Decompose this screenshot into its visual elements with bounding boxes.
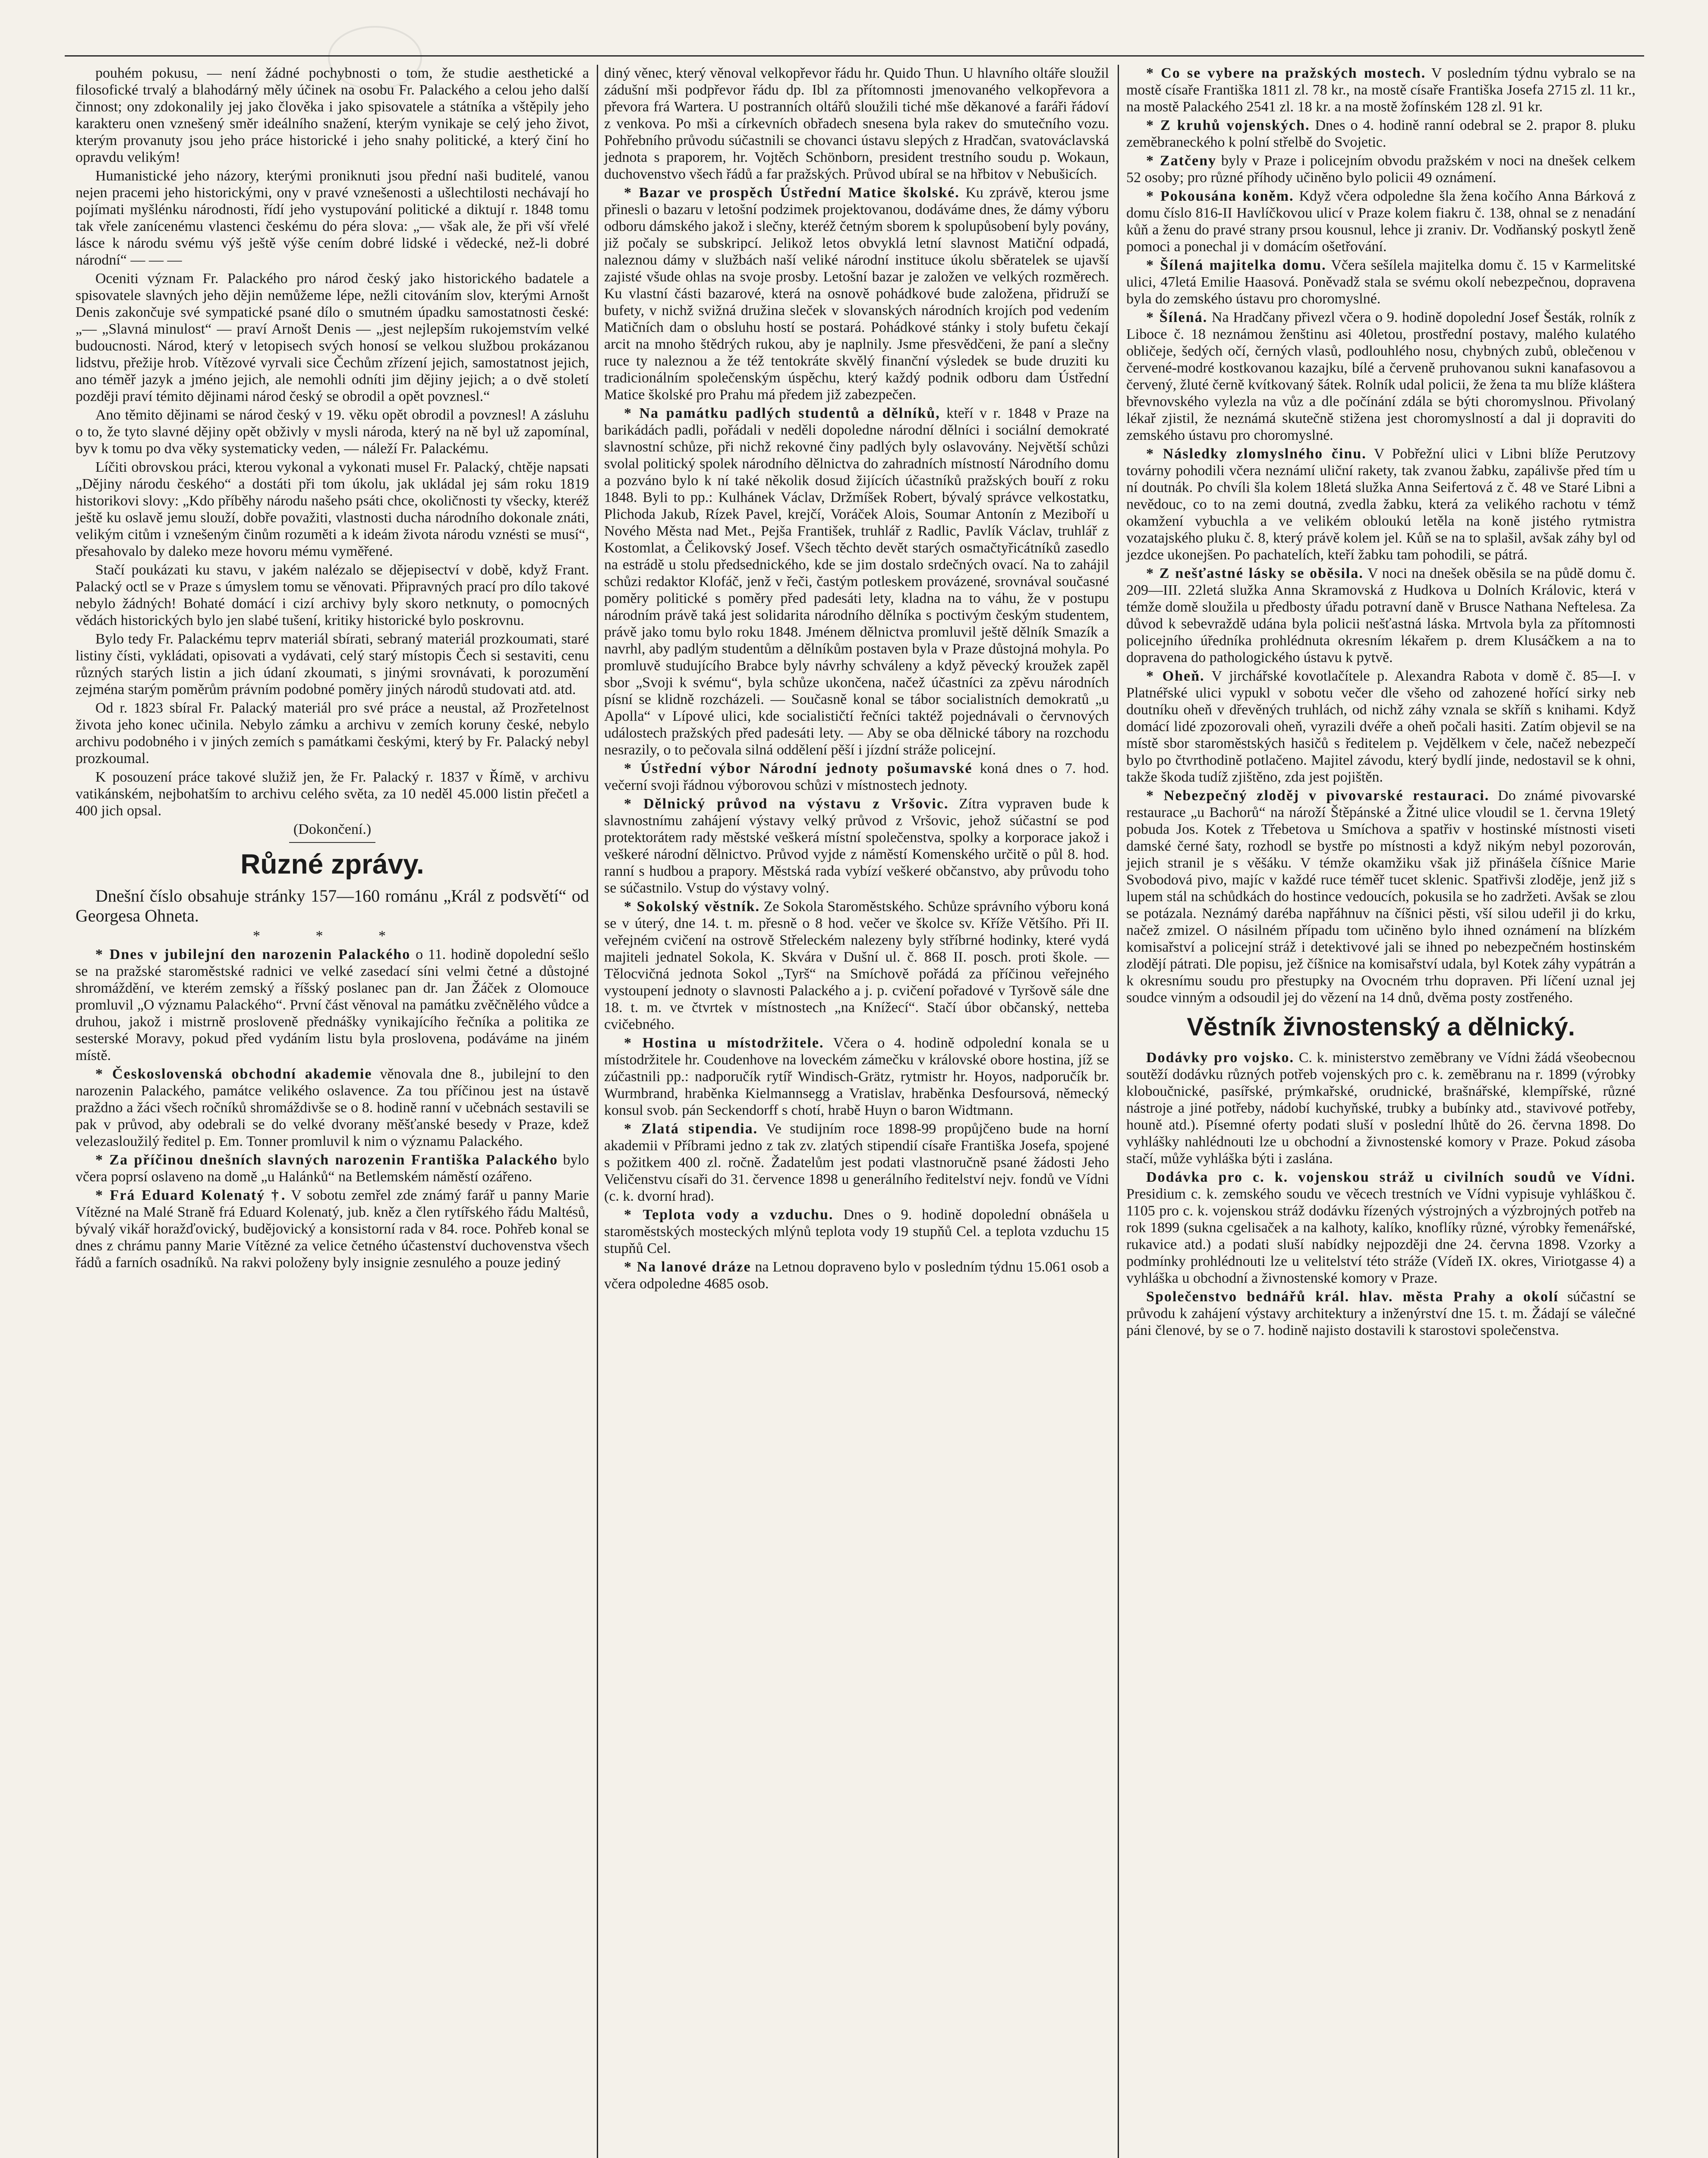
column-rule-1 (597, 65, 598, 2158)
news-text: Ku zprávě, kterou jsme přinesli o bazaru v letošní podzimek projektovanou, dodáváme dnes, že dámy výboru odboru dámského jakož i slečny, kteréž četným sborem k spolupůsobení byly povány, již počaly se subskripcí. Jelikož letos obvyklá letní slavnost Matiční odpadá, naleznou dámy v službách naší veliké národní instituce úkolu sběratelek se ujavší zajisté všude ohlas na svoje prosby. Letošní bazar je založen ve velkých rozměrech. Ku vlastní části bazarové, která na osnově pohádkové bude založena, přidruží se bufety, v nichž svižná družina sleček v slovanských národních krojích pod vedením Matičních dam o obsluhu hostí se postará. Pohádkové stánky i stoly bufetu čekají arcit na mnoho štědrých rukou, aby je naplnily. Jsme přesvědčeni, že paní a slečny ruce ty naleznou a že též tentokráte skvělý finanční výsledek se bude druziti ku tradicionálním společenským úspěchu, který každý podnik odboru dam Ústřední Matice školské pro Prahu má předem již zabezpečen. (604, 185, 1109, 403)
column-2 (604, 65, 1109, 1294)
news-headline: * Ústřední výbor Národní jednoty pošumavské (624, 760, 973, 776)
news-item (1126, 152, 1636, 186)
news-headline: * Z nešťastné lásky se oběsila. (1146, 565, 1364, 581)
news-text: Včera sešílela majitelka domu č. 15 v Karmelitské ulici, 47letá Emilie Haasová. Poněvadž stala se svému okolí nebezpečnou, dopravena byla do zemského ústavu pro choromyslné. (1126, 257, 1636, 307)
news-headline: * Nebezpečný zloděj v pivovarské restauraci. (1146, 788, 1490, 804)
news-headline: * Zatčeny (1146, 153, 1216, 169)
news-text: V Pobřežní ulici v Libni blíže Perutzovy továrny pohodili včera neznámí uliční rakety, tak zvanou žabku, zapálivše před tím u ní doutnák. Po chvíli šla kolem 18letá služka Anna Seifertová z č. 48 ve Staré Libni a nevědouc, co to na zemi doutná, zvedla žabku, která za velikého rachotu v témž okamžení vybuchla a ve velikém obloukú letěla na koně jistého rytmistra vozatajského pluku č. 8, který právě kolem jel. Kůň se na to splašil, avšak záhy byl od jezdce ukonejšen. Po pachatelích, kteří žabku tam pohodili, se pátrá. (1126, 446, 1636, 563)
news-item (1126, 65, 1636, 115)
news-headline: * Oheň. (1146, 668, 1205, 684)
section-title-news: Různé zprávy. (240, 849, 424, 880)
news-headline: * Teplota vody a vzduchu. (624, 1207, 834, 1223)
news-headline: * Dnes v jubilejní den narozenin Palackého (95, 946, 411, 962)
article-paragraph: Líčiti obrovskou práci, kterou vykonal a vykonati musel Fr. Palacký, chtěje napsati „Dějiny národu českého“ a dostáti při tom úkolu, jak ukládal jej sám roku 1819 historikovi slovy: „Kdo příběhy národu našeho psáti chce, okoličnosti ty všecky, kteréž ještě ku oslavě jemu slouží, dobře považiti, vlastnosti ducha národního dokonale znáti, velikým citům i vznešeným činům rozuměti a k ideám života národu vznésti se musí“, přesahovalo by daleko meze hovoru mému vyměřené. (76, 459, 589, 559)
news-headline: * Zlatá stipendia. (624, 1121, 758, 1137)
article-paragraph: Oceniti význam Fr. Palackého pro národ český jako historického badatele a spisovatele slavných jeho dějin nemůžeme lépe, nežli citováním slov, kterými Arnošt Denis zakončuje své sympatické psané dílo o smutném úpadku samostatnosti české: „— „Slavná minulost“ — praví Arnošt Denis — „jest nejlepším rukojemstvím velké budoucnosti. Národ, který v letopisech svých honosí se velkou službou prokázanou lidstvu, přežije hrob. Vítězové vyrvali sice Čechům zřízení jejich, samostatnost jejich, ano téměř jazyk a jméno jejich, ale nemohli odníti jim dějiny jejich; a o dvě století později praví témito dějinami národ český se obrodil a opět povznesl.“ (76, 271, 589, 404)
news-headline: * Šílená majitelka domu. (1146, 257, 1327, 273)
news-item (604, 1035, 1109, 1119)
news-item (604, 760, 1109, 794)
news-headline: * Hostina u místodržitele. (624, 1035, 824, 1051)
news-headline: * Frá Eduard Kolenatý †. (95, 1187, 286, 1203)
trade-item (1126, 1288, 1636, 1339)
stars-divider: * * * (253, 928, 412, 944)
column-1 (76, 65, 589, 1273)
news-item (76, 1066, 589, 1150)
news-text: byly v Praze i policejním obvodu pražském v noci na dnešek celkem 52 osoby; pro různé příhody učiněno bylo policii 49 oznámení. (1126, 153, 1636, 186)
news-text: věnovala dne 8., jubilejní to den narozenin Palackého, památce velikého oslavence. Za tou příčinou jest na ústavě praždno a žáci všech ročníků shromáždivše se o 8. hodině ranní v učebnách sestavili se pak v průvod, aby odebrali se do velké dvorany měšťanské besedy v Praze, kdež velezasloužilý ředitel p. Em. Tonner promluvil k nim o významu Palackého. (76, 1066, 589, 1149)
news-item (604, 65, 1109, 183)
news-item (1126, 309, 1636, 444)
trade-item (1126, 1169, 1636, 1287)
trade-text: súčastní se průvodu k zahájení výstavy architektury a inženýrství dne 15. t. m. Žádají se válečné páni členové, by se o 7. hodině najisto dostavili k starostovi společenstva. (1126, 1289, 1636, 1338)
news-text: Dnes o 9. hodině dopolední obnášela u staroměstských mosteckých mlýnů teplota vody 19 stupňů Cel. a teplota vzduchu 15 stupňů Cel. (604, 1207, 1109, 1256)
news-headline: * Následky zlomyslného činu. (1146, 446, 1367, 462)
news-text: Když včera odpoledne šla žena kočího Anna Bárková z domu číslo 816-II Havlíčkovou ulicí v Praze kolem fiakru č. 138, ohnal se z nenadání kůň a ženu do pravé strany prsou kousnul, lehce ji zraniv. Dr. Vodňanský poskytl ženě pomoci a ponechal ji v domácím ošetřování. (1126, 188, 1636, 255)
trade-item (1126, 1049, 1636, 1167)
news-headline: * Co se vybere na pražských mostech. (1146, 65, 1426, 81)
continued-note: (Dokončení.) (293, 821, 372, 837)
news-item (604, 795, 1109, 896)
news-item (1126, 117, 1636, 151)
news-text: Zítra vypraven bude k slavnostnímu zahájení výstavy velký průvod z Vršovic, jehož súčastní se pod protektorátem rady městské veškerá místní společenstva, spolky a korporace jakož i veškeré národní dělnictvo. Průvod vyjde z náměstí Komenského určitě o půl 8. hod. ranní s hudbou a prapory. Městská rada vybízí veškeré občanstvo, aby průvodu toho se súčastnilo. Vstup do výstavy volný. (604, 796, 1109, 896)
article-paragraph: Bylo tedy Fr. Palackému teprv materiál sbírati, sebraný materiál prozkoumati, staré listiny čísti, vykládati, opisovati a vydávati, celý starý místopis Čech si sestaviti, cenu různých starých listin a jich údaní zkoumati, s jinými srovnávati, k porozumění zejména starým poměrům právním podobné poměry jiných národů studovati atd. atd. (76, 631, 589, 697)
news-item (604, 405, 1109, 758)
news-text: koná dnes o 7. hod. večerní svoji řádnou výborovou schůzi v místnostech jednoty. (604, 760, 1109, 793)
trade-text: C. k. ministerstvo zeměbrany ve Vídni žádá všeobecnou soutěží dodávku různých potřeb vojenských pro c. k. zeměbranu na r. 1899 (výrobky kloboučnické, pasířské, prýmkařské, orudnické, brašnářské, klempířské, různé nástroje a jiné potřeby, nádobí kuchyňské, trubky a bubínky atd., stavivové potřeby, houně atd.). Písemné oferty podati sluší v poslední lhůtě do 26. června 1898. Do vyhlášky nahlédnouti lze u obchodní a živnostenské komory v Praze. Pokud zásoba stačí, může vyhláška býti i zaslána. (1126, 1050, 1636, 1167)
news-item (604, 1259, 1109, 1292)
article-paragraph: Stačí poukázati ku stavu, v jakém nalézalo se dějepisectví v době, když Frant. Palacký octl se v Praze s úmyslem tomu se věnovati. Připravných prací pro dílo takové nebylo žádných! Bohaté domácí i cizí archivy byly skoro netknuty, o pomocných vědách historických bylo jen slabé tušení, kritiky historické bylo poskrovnu. (76, 562, 589, 628)
article-paragraph: Humanistické jeho názory, kterými proniknuti jsou přední naši buditelé, vanou nejen pracemi jeho historickými, ony v pravé vznešenosti a ušlechtilosti nechávají ho pojímati myšlénku národnosti, řídí jeho vystupování politické a diktují r. 1848 tomu tak vřele zanícenému vlastenci českému do péra slova: „— však ale, že při vší vřelé lásce k národu svému výš ještě výše cením dobré lidské i vědecké, než-li dobré národní“ — — — (76, 168, 589, 268)
news-text: na Letnou dopraveno bylo v posledním týdnu 15.061 osob a včera odpoledne 4685 osob. (604, 1259, 1109, 1292)
separator (289, 842, 375, 843)
article-paragraph: Ano těmito dějinami se národ český v 19. věku opět obrodil a povznesl! A zásluhu o to, že tyto slavné dějiny opět obživly v mysli národa, který na ně byl už zapomínal, byv k tomu po dva věky systematicky veden, — náleží Fr. Palackému. (76, 407, 589, 457)
news-text: kteří v r. 1848 v Praze na barikádách padli, pořádali v neděli dopoledne národní dělníci i sociální demokraté slavnostní schůze, při nichž rekovné činy padlých byly oslavovány. Největší schůzi svolal politický spolek národního dělnictva do zahradních místností Národního domu a pozváno bylo k ní také několik dosud žijících účastníků pražských bouří z roku 1848. Byli to pp.: Kulhánek Václav, Držmíšek Robert, bývalý správce velkostatku, Plichoda Jakub, Rízek Pavel, krejčí, Voráček Alois, Soumar Antonín z Meziboří u Nového Města nad Met., Pejša František, truhlář z Radlic, Pavlík Václav, truhlář z Kostomlat, a Čelikovský Josef. Všech těchto devět starých osmačtyřicátníků zasedlo na estrádě u stolu předsednického, kde se jim dostalo srdečných ovací. Na to zahájil schůzi redaktor Klofáč, jenž v řeči, častým potleskem provázené, srovnával současné poměry politické s poměry před padesáti lety, kladna na to váhu, že v postupu národním právě taká jest solidarita národního dělníka s poctivým českým studentem, právě jako tomu bylo roku 1848. Jménem dělnictva promluvil ještě dělník Smazík a navrhl, aby padlým studentům a dělníkům postaven byla v Praze důstojná mohyla. Po promluvě studujícího Brabce byly návrhy schváleny a když pěvecký kroužek zapěl sbor „Svoji k svému“, byla schůze ukončena, načež účastníci za zpěvu národních písní se klidně rozcházeli. — Současně konal se tábor socialistních demokratů „u Apolla“ v Lípové ulici, kde socialističtí řečníci taktéž pojednávali o červnových událostech pražských před padesáti lety. — Aby se oba dělnické tábory na rozchodu nesrazily, o to pečovala silná oddělení pěší i jízdní stráže policejní. (604, 405, 1109, 758)
news-headline: * Dělnický průvod na výstavu z Vršovic. (624, 796, 949, 812)
news-item (604, 1120, 1109, 1205)
news-item (604, 184, 1109, 403)
trade-headline: Společenstvo bednářů král. hlav. města Prahy a okolí (1146, 1289, 1559, 1305)
article-paragraph: K posouzení práce takové služiž jen, že Fr. Palacký r. 1837 v Římě, v archivu vatikánském, nejbohatším to archivu celého světa, za 10 neděl 45.000 listin přečetl a 400 jich opsal. (76, 769, 589, 819)
news-text: Do známé pivovarské restaurace „u Bachorů“ na nároží Štěpánské a Žitné ulice vloudil se 1. června 19letý pobuda Jos. Kotek z Třebetova u Smíchova a spatřiv v hostinské místnosti viseti damské černé šaty, rozhodl se bystře po místnosti a když nikým nebyl pozorován, jejich stranil je s věšáku. V témže okamžiku však již přinášela číšnice Marie Svobodová pivo, majíc v každé ruce téměř tucet sklenic. Spatřivši zloděje, jenž již s lupem stál na schůdkách do hostince vedoucích, pokusila se ho zadržeti. Avšak se zlou se potázala. Neznámý daréba napřáhnuv na číšnici pěsti, vší silou udeřil ji do krku, načež zmizel. O násilném případu tom učiněno bylo ihned oznámení na blízkém komisařství a policejní stráž i detektivové jali se ihned po nebezpečném hostinském zlodějí pátrati. Dle popisu, jež číšnice na komisařství udala, byl Kotek záhy vypátrán a k okresnímu soudu pro přestupky na Ovocném trhu dopraven. Při líčení uznal jej soudce vinným a odsoudil jej do vězení na 14 dnů, dvěma posty zostřeného. (1126, 788, 1636, 1006)
news-text: Ze Sokola Staroměstského. Schůze správního výboru koná se v úterý, dne 14. t. m. přesně o 8 hod. večer ve školce sv. Kříže Většího. Při II. veřejném cvičení na ostrově Střeleckém nalezeny byly stříbrné hodinky, které vydá majiteli jednatel Sokola, K. Skvára v Dušní ul. č. 868 II. posch. proti škole. — Tělocvičná jednota Sokol „Tyrš“ na Smíchově pořádá za příčinou veřejného vystoupení jednoty o slavnosti Palackého a j. p. cvičení pořadové v Tyršově sále dne 18. t. m. ve čtvrtek v místnostech „na Knížecí“. Stačí úbor občanský, netteba cvičebného. (604, 899, 1109, 1032)
news-headline: * Československá obchodní akademie (95, 1066, 372, 1082)
news-headline: * Bazar ve prospěch Ústřední Matice školské. (624, 185, 960, 201)
news-headline: * Na lanové dráze (624, 1259, 751, 1275)
news-headline: * Šílená. (1146, 309, 1208, 325)
news-text: bylo včera poprsí oslaveno na domě „u Halánků“ na Betlemském náměstí ozářeno. (76, 1152, 589, 1185)
news-item (76, 946, 589, 1064)
section-title-trade: Věstník živnostenský a dělnický. (1187, 1013, 1575, 1041)
news-item (1126, 787, 1636, 1006)
news-item (1126, 257, 1636, 307)
top-rule (65, 55, 1644, 57)
news-headline: * Pokousána koněm. (1146, 188, 1294, 204)
news-item (604, 1206, 1109, 1257)
news-item (1126, 188, 1636, 255)
news-text: diný věnec, který věnoval velkopřevor řádu hr. Quido Thun. U hlavního oltáře sloužil zádušní mši podpřevor řádu dp. Ibl za přítomnosti jmenovaného velkopřevora a převora frá Wartera. U postranních oltářů sloužili tiché mše děkanové a faráři řádoví z venkova. Po mši a církevních obřadech snesena byla rakev do smutečního vozu. Pohřebního průvodu súčastnili se chovanci ústavu slepých z Hradčan, svatováclavská jednota s praporem, hr. Vojtěch Schönborn, president trestního soudu p. Wokaun, duchovenstvo všech řádů a far pražských. Průvod ubíral se na hřbitov v Nebušicích. (604, 65, 1109, 182)
column-3 (1126, 65, 1636, 1341)
news-text: Včera o 4. hodině odpolední konala se u místodržitele hr. Coudenhove na loveckém zámečku v královské obore hostina, jíž se zúčastnili pp.: nadporučík rytíř Windisch-Grätz, rytmistr hr. Hoyos, nadporučík br. Wurmbrand, hraběnka Kielmannsegg a Vratislav, hraběnka Desfoursová, německý konsul svob. pán Seckendorff s chotí, hrabě Huyn o baron Widtmann. (604, 1035, 1109, 1118)
news-item (76, 1187, 589, 1271)
news-text: V sobotu zemřel zde známý farář u panny Marie Vítězné na Malé Straně frá Eduard Kolenatý, jub. kněz a člen rytířského řádu Maltésů, bývalý vikář horažďovický, budějovický a konsistorní rada v 84. roce. Pohřeb konal se dnes z chrámu panny Marie Vítězné za velice četného účastenství duchovenstva všech řádů a farních osadníků. Na rakvi položeny byly insignie zesnulého a pouze jediný (76, 1187, 589, 1271)
news-headline: * Z kruhů vojenských. (1146, 117, 1310, 133)
news-headline: * Za příčinou dnešních slavných narozenin Františka Palackého (95, 1152, 558, 1168)
trade-headline: Dodávka pro c. k. vojenskou stráž u civilních soudů ve Vídni. (1146, 1169, 1636, 1185)
news-headline: * Sokolský věstník. (624, 899, 760, 915)
news-text: Dnes o 4. hodině ranní odebral se 2. prapor 8. pluku zeměbraneckého k polní střelbě do Svojetic. (1126, 117, 1636, 150)
news-text: V jirchářské kovotlačítele p. Alexandra Rabota v domě č. 85—I. v Platnéřské ulici vypukl v sobotu večer dle všeho od zahozené hořící sirky neb doutníku oheň v dřevěných truhlách, od nichž záhy vznala se skříň s knihami. Když domácí lidé zpozorovali oheň, vyrazili dvéře a oheň počali hasiti. Zatím objevil se na místě sbor staroměstských hasičů s ředitelem p. Vejdělkem v čele, načež nebezpečí bylo po čtvrthodině potlačeno. Majitel závodu, který bydlí jinde, nedostavil se k ohni, takže škoda tudíž zjištěno, zda jest pojištěn. (1126, 668, 1636, 785)
news-headline: * Na památku padlých studentů a dělníků, (624, 405, 940, 421)
column-rule-2 (1118, 65, 1119, 2158)
article-paragraph: pouhém pokusu, — není žádné pochybnosti o tom, že studie aesthetické a filosofické trvalý a blahodárný měly účinek na osobu Fr. Palackého a celou jeho další činnost; ony zdokonalily jej jako člověka i jako spisovatele a státníka a vštěpily jeho karakteru onen vznešený směr ideálního snažení, kterým vynikaje se celý jeho život, kterým provanuty jsou jeho práce historické i jeho snahy politické, a který činí ho opravdu velikým! (76, 65, 589, 165)
article-paragraph: Od r. 1823 sbíral Fr. Palacký materiál pro své práce a neustal, až Prozřetelnost života jeho konec učinila. Nebylo zámku a archivu v zemích koruny české, nebylo archivu podobného i v jiných zemích s památkami českými, který by Fr. Palacký nebyl prozkoumal. (76, 700, 589, 767)
news-item (1126, 445, 1636, 563)
news-text: V posledním týdnu vybralo se na mostě císaře Františka 1811 zl. 78 kr., na mostě císaře Františka Josefa 2715 zl. 11 kr., na mostě Palackého 2541 zl. 18 kr. a na mostě žofínském 128 zl. 91 kr. (1126, 65, 1636, 115)
news-text: V noci na dnešek oběsila se na půdě domu č. 209—III. 22letá služka Anna Skramovská z Hudkova u Dolních Královic, která v témže domě sloužila u předbosty úřadu potravní daně v Brusce Nathana Neftelesa. Za důvod k sebevraždě udána byla policii nešťastná láska. Mrtvola byla za přítomnosti policejního úředníka prohlédnuta okresním lékařem p. drem Klusáčkem a na to dopravena do pathologického ústavu k pytvě. (1126, 565, 1636, 666)
trade-text: Presidium c. k. zemského soudu ve věcech trestních ve Vídni vypisuje vyhláškou č. 1105 pro c. k. vojenskou stráž dodávku řízených výstrojných a výzbrojných potřeb na rok 1899 (sukna cgelisaček a na kalhoty, kalíko, knoflíky různé, výrobky řemenářské, rukavice atd.) a podati sluší nabídky nejpozději dne 24. června 1898. Vzorky a podmínky prohlédnouti lze u velitelství této stráže (Vídeň IX. okres, Viriotgasse 4) a vyhláška u obchodní a živnostenské komory v Praze. (1126, 1186, 1636, 1286)
trade-headline: Dodávky pro vojsko. (1146, 1050, 1295, 1066)
news-item (1126, 565, 1636, 666)
news-item (76, 1152, 589, 1185)
news-text: o 11. hodině dopolední sešlo se na pražské staroměstské radnici ve velké zasedací síni velmi četné a důstojné shromáždění, ve kterém zemský a říšský poslanec pan dr. Jan Žáček z Olomouce promluvil „O významu Palackého“. První část věnoval na památku zvěčnělého vůdce a druhou, jakož i mistrně prosloveně přednášky vynikajícího řečníka a politika ze sesterské Moravy, pokud před vydáním listu byla proslovena, podáváme na jiném místě. (76, 946, 589, 1063)
news-item (1126, 668, 1636, 786)
news-text: Ve studijním roce 1898-99 propůjčeno bude na horní akademii v Příbrami jedno z tak zv. zlatých stipendií císaře Františka Josefa, spojené s požitkem 400 zl. ročně. Žadatelům jest podati vlastnoručně psané žádosti Jeho Veličenstvu císaři do 31. července 1898 u generálního ředitelství nejv. fondů ve Vídni (c. k. dvorní hrad). (604, 1121, 1109, 1204)
news-item (604, 898, 1109, 1033)
intro-note: Dnešní číslo obsahuje stránky 157—160 románu „Král z podsvětí“ od Georgesa Ohneta. (76, 886, 589, 925)
news-text: Na Hradčany přivezl včera o 9. hodině dopolední Josef Šesták, rolník z Liboce č. 18 neznámou ženštinu asi 40letou, prostřední postavy, malého kulatého obličeje, šedých očí, černých vlasů, podlouhlého nosu, chybných zubů, oblečenou v červené-modré kostkovanou kazajku, bílé a červeně pruhovanou sukni kanafasovou a červený, žluté černě kvítkovaný šátek. Rolník udal policii, že žena ta mu blíže kláštera břevnovského vylezla na vůz a dle počínání zdála se býti choromyslnou. Přivolaný lékař zjistil, že neznámá skutečně stižena jest choromyslností a dal ji dopraviti do zemského ústavu pro choromyslné. (1126, 309, 1636, 443)
